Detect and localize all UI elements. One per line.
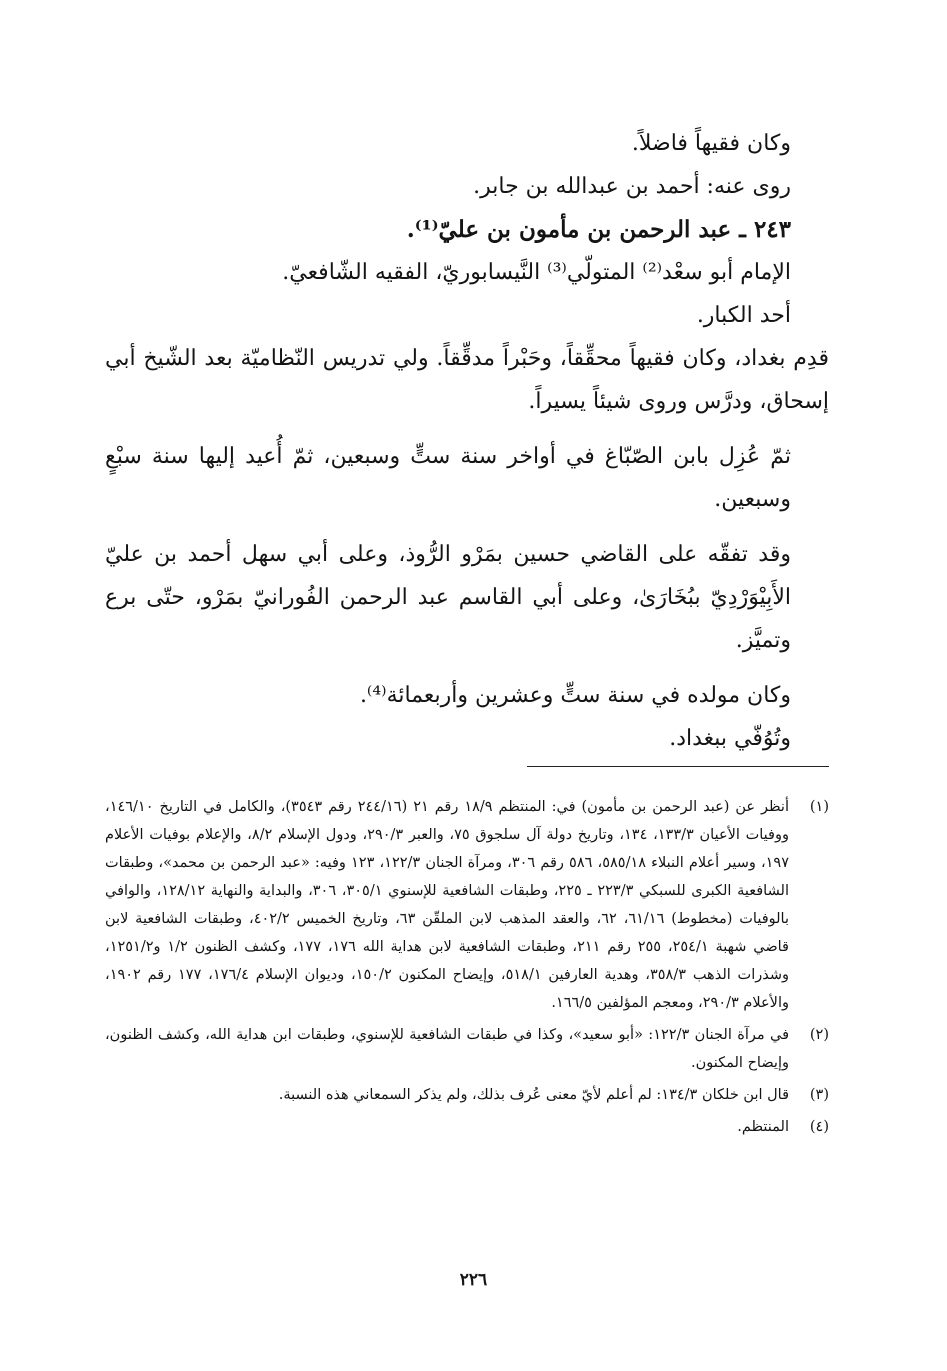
paragraph-1: وكان فقيهاً فاضلاً. bbox=[631, 131, 791, 156]
footnote-1 bbox=[105, 793, 829, 1017]
footnote-text: في مرآة الجنان ١٢٢/٣: «أبو سعيد»، وكذا في طبقات الشافعية للإسنوي، وطبقات ابن هداية الله، وكشف الظنون، وإيضاح المكنون. bbox=[105, 1027, 789, 1071]
paragraph-4: أحد الكبار. bbox=[696, 303, 791, 328]
footnote-number: (٤) bbox=[809, 1119, 829, 1135]
footnote-text: قال ابن خلكان ١٣٤/٣: لم أعلم لأيّ معنى عُرف بذلك، ولم يذكر السمعاني هذه النسبة. bbox=[278, 1087, 789, 1103]
paragraph-2: روى عنه: أحمد بن عبدالله بن جابر. bbox=[473, 174, 791, 199]
footnote-number: (٣) bbox=[809, 1087, 829, 1103]
footnote-text: أنظر عن (عبد الرحمن بن مأمون) في: المنتظم ١٨/٩ رقم ٢١ (٢٤٤/١٦ رقم ٣٥٤٣)، والكامل في التاريخ ١٤٦/١٠، ووفيات الأعيان ١٣٣/٣، ١٣٤، وتاريخ دولة آل سلجوق ٧٥، والعبر ٢٩٠/٣، ودول الإسلام ٨/٢، والإعلام بوفيات الأعلام ١٩٧، وسير أعلام النبلاء ٥٨٥/١٨، ٥٨٦ رقم ٣٠٦، ومرآة الجنان ١٢٢/٣، ١٢٣ وفيه: «عبد الرحمن بن محمد»، وطبقات الشافعية الكبرى للسبكي ٢٢٣/٣ ـ ٢٢٥، وطبقات الشافعية للإسنوي ٣٠٥/١، ٣٠٦، والبداية والنهاية ١٢٨/١٢، والوافي بالوفيات (مخطوط) ٦١/١٦، ٦٢، والعقد المذهب لابن الملقّن ٦٣، وتاريخ الخميس ٤٠٢/٢، وطبقات الشافعية لابن قاضي شهبة ٢٥٤/١، ٢٥٥ رقم ٢١١، وطبقات الشافعية لابن هداية الله ١٧٦، ١٧٧، وكشف الظنون ١/٢ و١٢٥١/٢، وشذرات الذهب ٣٥٨/٣، وهدية العارفين ٥١٨/١، وإيضاح المكنون ١٥٠/٢، وديوان الإسلام ١٧٦/٤، ١٧٧ رقم ١٩٠٢، والأعلام ٢٩٠/٣، ومعجم المؤلفين ١٦٦/٥. bbox=[105, 799, 790, 1011]
main-text bbox=[105, 122, 829, 760]
footnote-4 bbox=[105, 1113, 829, 1141]
paragraph-7: وقد تفقّه على القاضي حسين بمَرْو الرُّوذ، وعلى أبي سهل أحمد بن عليّ الأَبِيْوَرْدِيّ ببُخَارَىٰ، وعلى أبي القاسم عبد الرحمن الفُورانيّ بمَرْو، حتّى برع وتميَّز. bbox=[105, 542, 791, 653]
footnote-separator bbox=[527, 766, 829, 767]
footnote-text: المنتظم. bbox=[737, 1119, 789, 1135]
footnote-3 bbox=[105, 1081, 829, 1109]
paragraph-8: وكان مولده في سنة ستٍّ وعشرين وأربعمائة⁽⁴⁾. bbox=[359, 683, 791, 708]
footnote-number: (١) bbox=[809, 799, 829, 815]
paragraph-9: وتُوُفّي ببغداد. bbox=[669, 726, 791, 751]
page-number: ٢٢٦ bbox=[459, 1270, 488, 1290]
footnote-number: (٢) bbox=[809, 1027, 829, 1043]
paragraph-6: ثمّ عُزِل بابن الصّبّاغ في أواخر سنة ستٍّ وسبعين، ثمّ أُعيد إليها سنة سبْعٍ وسبعين. bbox=[105, 444, 791, 512]
footnote-2 bbox=[105, 1021, 829, 1077]
footnotes bbox=[105, 793, 829, 1145]
paragraph-3: الإمام أبو سعْد⁽²⁾ المتولّي⁽³⁾ النَّيسابوريّ، الفقيه الشّافعيّ. bbox=[282, 260, 791, 285]
entry-heading: ٢٤٣ ـ عبد الرحمن بن مأمون بن عليّ⁽¹⁾. bbox=[406, 216, 791, 243]
paragraph-5: قدِم بغداد، وكان فقيهاً محقِّقاً، وحَبْراً مدقِّقاً. ولي تدريس النّظاميّة بعد الشّيخ أبي إسحاق، ودرَّس وروى شيئاً يسيراً. bbox=[105, 346, 829, 414]
